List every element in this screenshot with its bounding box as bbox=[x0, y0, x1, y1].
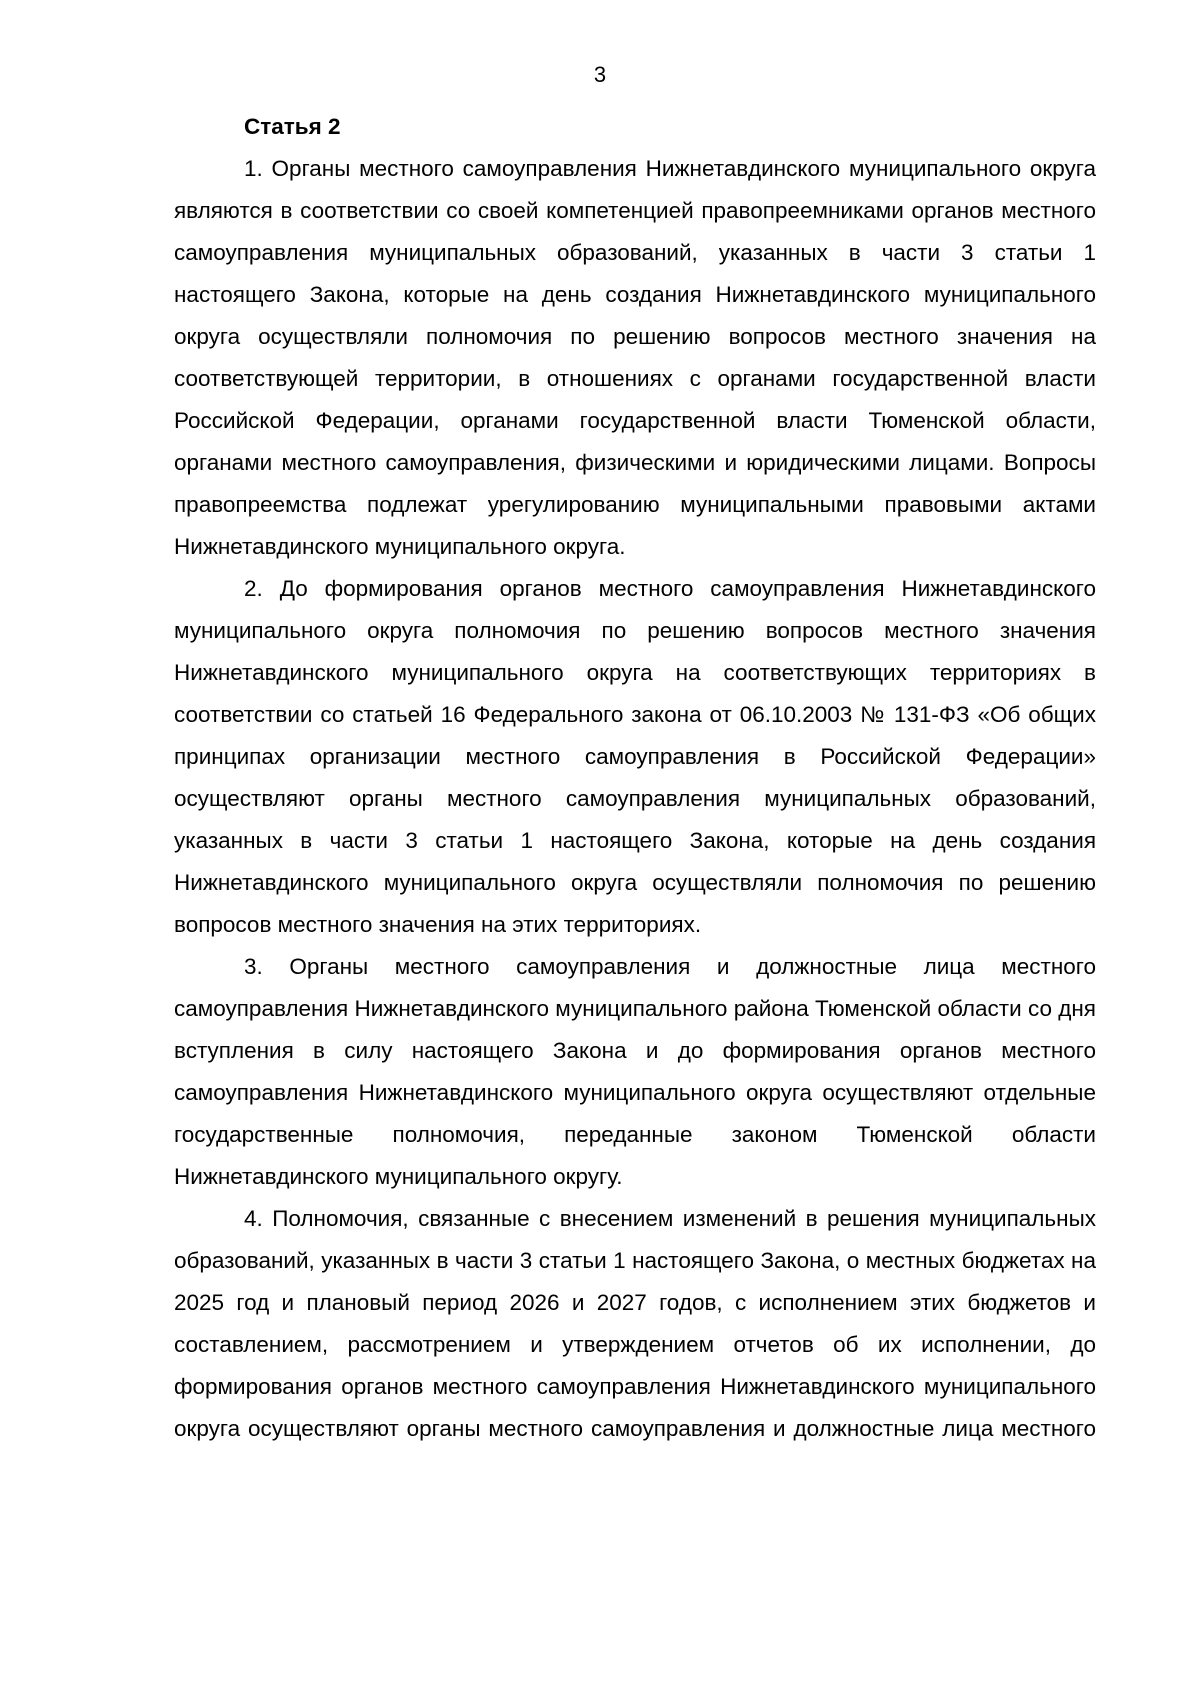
paragraph-3: 3. Органы местного самоуправления и должностные лица местного самоуправления Нижнетавдинского муниципального района Тюменской области со дня вступления в силу настоящего Закона и до формирования органов местного самоуправления Нижнетавдинского муниципального округа осуществляют отдельные государственные полномочия, переданные законом Тюменской области Нижнетавдинского муниципального округу. bbox=[174, 954, 1096, 1189]
paragraph-4: 4. Полномочия, связанные с внесением изменений в решения муниципальных образований, указанных в части 3 статьи 1 настоящего Закона, о местных бюджетах на 2025 год и плановый период 2026 и 2027 годов, с исполнением этих бюджетов и составлением, рассмотрением и утверждением отчетов об их исполнении, до формирования органов местного самоуправления Нижнетавдинского муниципального округа осуществляют органы местного самоуправления и должностные лица местного bbox=[174, 1206, 1096, 1441]
document-body bbox=[174, 106, 1096, 1450]
page-number: 3 bbox=[593, 62, 607, 87]
paragraph-2: 2. До формирования органов местного самоуправления Нижнетавдинского муниципального округа полномочия по решению вопросов местного значения Нижнетавдинского муниципального округа на соответствующих территориях в соответствии со статьей 16 Федерального закона от 06.10.2003 № 131-ФЗ «Об общих принципах организации местного самоуправления в Российской Федерации» осуществляют органы местного самоуправления муниципальных образований, указанных в части 3 статьи 1 настоящего Закона, которые на день создания Нижнетавдинского муниципального округа осуществляли полномочия по решению вопросов местного значения на этих территориях. bbox=[174, 576, 1096, 937]
paragraph-1: 1. Органы местного самоуправления Нижнетавдинского муниципального округа являются в соответствии со своей компетенцией правопреемниками органов местного самоуправления муниципальных образований, указанных в части 3 статьи 1 настоящего Закона, которые на день создания Нижнетавдинского муниципального округа осуществляли полномочия по решению вопросов местного значения на соответствующей территории, в отношениях с органами государственной власти Российской Федерации, органами государственной власти Тюменской области, органами местного самоуправления, физическими и юридическими лицами. Вопросы правопреемства подлежат урегулированию муниципальными правовыми актами Нижнетавдинского муниципального округа. bbox=[174, 156, 1096, 559]
article-heading: Статья 2 bbox=[244, 114, 341, 139]
